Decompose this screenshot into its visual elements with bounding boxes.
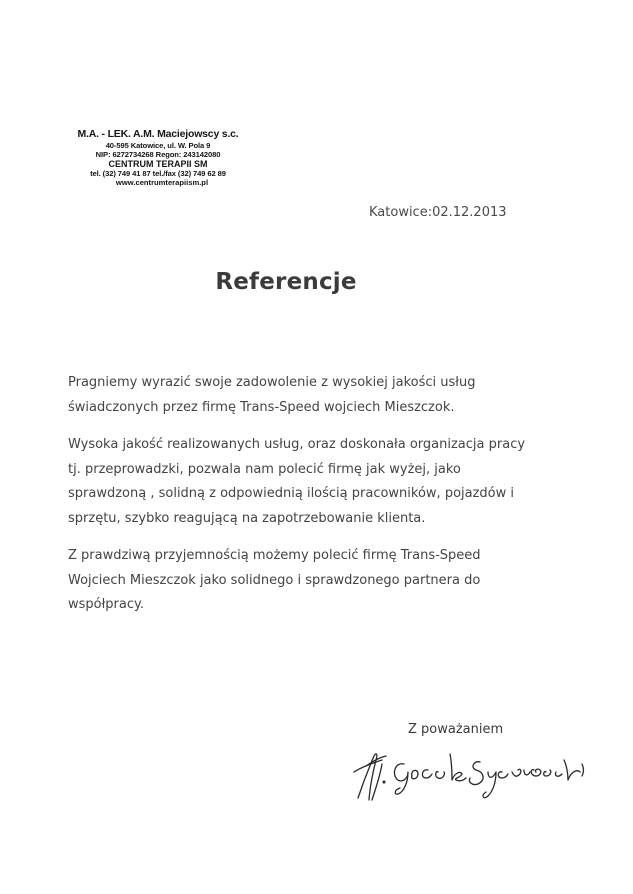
paragraph-1 — [68, 371, 568, 420]
paragraph-line: świadczonych przez firmę Trans-Speed wojciech Mieszczok. — [68, 399, 455, 415]
stamp-address: 40-595 Katowice, ul. W. Pola 9 — [105, 140, 211, 150]
stamp-website: www.centrumterapiism.pl — [115, 178, 209, 188]
paragraph-line: tj. przeprowadzki, pozwala nam polecić firmę jak wyżej, jako — [68, 461, 461, 477]
stamp-tax-ids: NIP: 6272734268 Regon: 243142080 — [95, 149, 221, 159]
closing-salutation: Z poważaniem — [408, 722, 504, 737]
paragraph-2 — [68, 433, 568, 531]
paragraph-line: sprzętu, szybko reagującą na zapotrzebowanie klienta. — [68, 510, 426, 526]
handwritten-signature — [352, 742, 592, 804]
paragraph-line: Wysoka jakość realizowanych usług, oraz doskonała organizacja pracy — [68, 437, 526, 452]
paragraph-line: współpracy. — [68, 597, 144, 612]
paragraph-line: Pragniemy wyrazić swoje zadowolenie z wysokiej jakości usług — [68, 375, 476, 390]
stamp-phone: tel. (32) 749 41 87 tel./fax (32) 749 62 89 — [90, 169, 226, 179]
paragraph-line: sprawdzoną , solidną z odpowiednią ilością pracowników, pojazdów i — [68, 486, 515, 501]
letter-title: Referencje — [215, 269, 357, 295]
paragraph-3 — [68, 544, 568, 618]
stamp-center-name: CENTRUM TERAPII SM — [108, 158, 208, 169]
company-stamp — [62, 129, 254, 187]
paragraph-line: Wojciech Mieszczok jako solidnego i sprawdzonego partnera do — [68, 572, 481, 588]
letter-body — [68, 371, 568, 631]
letter-date: Katowice:02.12.2013 — [369, 205, 507, 220]
stamp-company-name: M.A. - LEK. A.M. Maciejowscy s.c. — [77, 128, 239, 140]
paragraph-line: Z prawdziwą przyjemnością możemy polecić firmę Trans-Speed — [68, 548, 481, 563]
